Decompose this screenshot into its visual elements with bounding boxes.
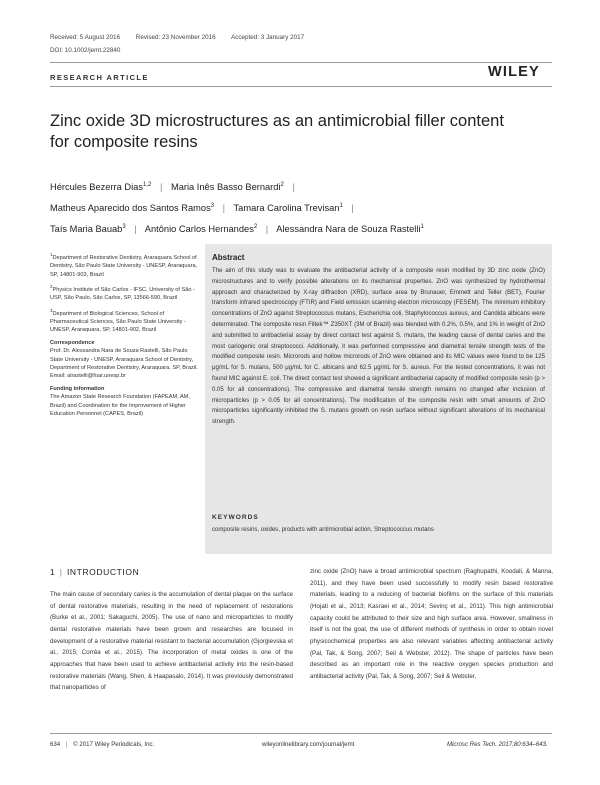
body-column-left: The main cause of secondary caries is the accumulation of dental plaque on the surface of dental restorative materials, resulting in the need of replacement of restorations (Burke et al., 2001; Sakaguchi, 2005). The use of nano and microparticles to modify dental restorative materials have been grown and researches are focused in development of a restorative material resistant to bacterial accumulation (Gjorgievska et al., 2015; Corrêa et al., 2015). The incorporation of metal oxides is one of the approaches that have been used to achieve antibacterial activity into the resin-based restorative materials (Wang, Shen, & Haapasalo, 2014). It was previously demonstrated that nanoparticles of <box>50 591 293 692</box>
author-separator: | <box>265 224 269 235</box>
section-heading <box>50 567 139 577</box>
author-name[interactable]: Antônio Carlos Hernandes <box>144 224 254 235</box>
received-date: Received: 5 August 2016 <box>50 34 121 41</box>
author-separator: | <box>351 203 354 214</box>
page-number: 634 <box>50 741 61 748</box>
accepted-date: Accepted: 3 January 2017 <box>231 34 305 41</box>
author-line-2 <box>50 197 560 218</box>
revised-date: Revised: 23 November 2016 <box>135 34 216 41</box>
funding-heading: Funding information <box>50 385 105 392</box>
copyright: © 2017 Wiley Periodicals, Inc. <box>73 741 155 748</box>
section-bar: | <box>59 567 62 577</box>
article-type: RESEARCH ARTICLE <box>50 73 149 82</box>
author-separator: | <box>134 224 137 235</box>
affiliation: $^3$Department of Biological Sciences, School of Pharmaceutical Sciences, São Paulo State University - UNESP, Araraquara, SP, 14801-902, Brazil <box>50 307 186 334</box>
article-title: Zinc oxide 3D microstructures as an antimicrobial filler content for composite resins <box>50 112 504 151</box>
author-name[interactable]: Matheus Aparecido dos Santos Ramos <box>50 203 211 214</box>
author-separator: | <box>292 182 295 193</box>
correspondence-heading: Correspondence <box>50 339 95 346</box>
section-title: INTRODUCTION <box>66 567 140 577</box>
author-affil: 2 <box>253 224 258 231</box>
author-affil: 1,2 <box>143 182 152 188</box>
doi[interactable]: DOI: 10.1002/jemt.22840 <box>50 47 121 54</box>
history-line <box>50 34 318 41</box>
author-affil: 3 <box>210 203 215 210</box>
abstract-heading: Abstract <box>212 253 245 262</box>
footer-separator: | <box>65 741 68 748</box>
author-name[interactable]: Hércules Bezerra Dias <box>50 182 144 193</box>
author-name[interactable]: Alessandra Nara de Souza Rastelli <box>276 224 421 235</box>
title-divider <box>50 86 552 87</box>
journal-url[interactable]: wileyonlinelibrary.com/journal/jemt <box>262 741 355 748</box>
affiliation: $^1$Department of Restorative Dentistry, Araraquara School of Dentistry, São Paulo State University - UNESP, Araraquara, SP, 14801-903, Brazil <box>50 252 198 278</box>
author-affil: 2 <box>280 182 284 188</box>
author-name[interactable]: Taís Maria Bauab <box>50 224 123 235</box>
section-number: 1 <box>50 567 55 577</box>
author-separator: | <box>159 182 163 193</box>
footer-divider <box>50 733 552 734</box>
body-column-right: zinc oxide (ZnO) have a broad antimicrobial spectrum (Raghupathi, Koodali, & Manna, 2011), and they have been used successfully to modify resin based restorative materials, leading to a reducing of bacterial biofilms on the surface of this materials (Hojati et al., 2013; Kasraei et al., 2014; Sevinç et al., 2011). This high antimicrobial capacity could be attributed to their size and high surface area. However, smallness in itself is not the goal, the use of different methods of synthesis in order to obtain novel physicochemical properties are also relevant variables affecting antibacterial activity (Pal, Tak, & Song, 2007; Seil & Webster, 2012). The shape of particles have been described as an important role in the reactive oxygen species production and antibacterial activity (Pal, Tak, & Song, 2007; Seil & Webster, <box>310 568 553 680</box>
author-affil: 1 <box>339 203 343 210</box>
keywords-heading: KEYWORDS <box>212 514 259 521</box>
author-name[interactable]: Tamara Carolina Trevisan <box>233 203 340 214</box>
keywords-text: composite resins, oxides, products with antimicrobial action, Streptococcus mutans <box>212 527 434 533</box>
abstract-text: The aim of this study was to evaluate the antibacterial activity of a composite resin modified by 3D zinc oxide (ZnO) microstructures and to verify possible alterations on its mechanical properties. ZnO was synthesized by hydrothermal approach and characterized by X-ray diffraction (XRD), surface area by Brunauer, Emmett and Teller (BET), Fourier transform infrared spectroscopy (FTIR) and Field emission scanning electron microscopy (FESEM). The minimum inhibitory concentrations of ZnO against Streptococcus mutans, Escherichia coli, Staphylococcus aureus, and Candida albicans were determinated. The composite resin Filtek™ Z350XT (3M of Brazil) was blended with 0.2%, 0.5%, and 1% in weight of ZnO and submitted to antibacterial assay by direct contact test against S. mutans, the leading cause of dental caries and the most cariogenic oral streptococci. Additionally, it was performed compressive and diametral tensile strength tests of the modified composite resin. Microrods and hollow microrods of ZnO were obtained and its MIC values were found to be 125 μg/mL for S. mutans, 500 μg/mL for C. albicans and 62.5 μg/mL for S. aureus. For the tested concentrations, it was not found MIC against E. coli. The direct contact test showed a significant antibacterial capacity of modified composite resin (p > 0.05 for all concentrations). The compressive and diametral tensile strength remains no changed after inclusion of microparticles (p > 0.05 for all concentrations). The modification of the composite resin with small amounts of ZnO microparticles significantly inhibited the S. mutans growth on resin surface without significant alterations of its mechanical strength. <box>212 268 545 426</box>
journal-citation: Microsc Res Tech. 2017;80:634–643. <box>447 741 548 748</box>
header-divider <box>50 62 552 63</box>
author-separator: | <box>222 203 226 214</box>
author-list <box>50 176 560 239</box>
author-affil: 3 <box>122 224 126 231</box>
affiliations-sidebar <box>50 251 198 422</box>
publisher-logo: WILEY <box>488 64 540 80</box>
footer-left <box>50 741 154 748</box>
author-name[interactable]: Maria Inês Basso Bernardi <box>170 182 281 193</box>
affiliation: $^2$Physics Institute of São Carlos - IFSC, University of São - USP, São Paulo, São Carlos, SP, 13566-590, Brazil <box>50 284 195 302</box>
author-affil: 1 <box>420 224 424 231</box>
correspondence-text: Prof. Dr. Alessandra Nara de Souza Rastelli, São Paulo State University - UNESP, Araraquara School of Dentistry, Department of Restorative Dentistry, Araraquara, SP, Brazil. Email: alrastelli@foar.unesp.br <box>50 348 198 380</box>
author-line-3 <box>50 218 560 239</box>
author-line-1 <box>50 176 560 197</box>
funding-text: The Amazon State Research Foundation (FAPEAM, AM, Brazil) and Coordination for the Improvement of Higher Education Personnel (CAPES, Brazil) <box>50 394 190 418</box>
